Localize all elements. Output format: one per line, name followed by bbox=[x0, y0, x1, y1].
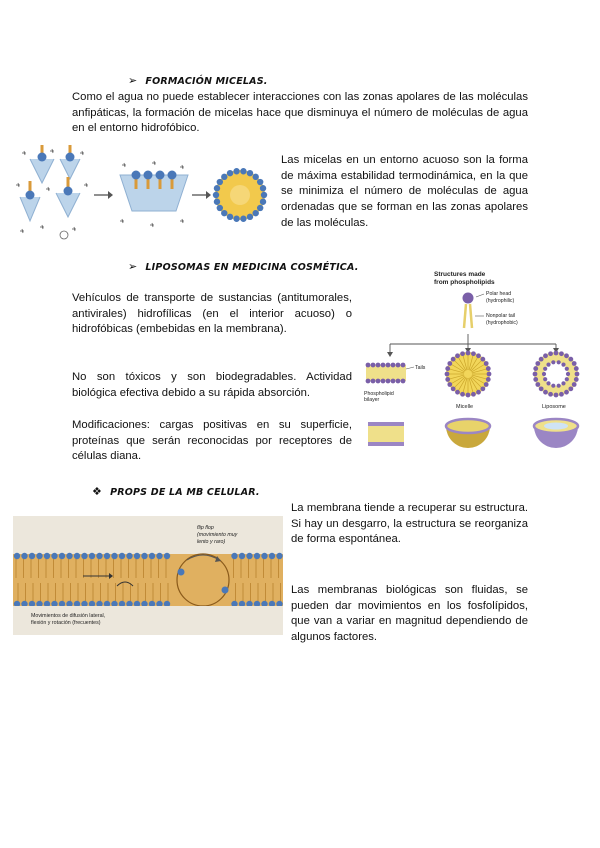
fig-title-line2: from phospholipids bbox=[434, 279, 495, 286]
micelle-cross-section-graphic bbox=[445, 351, 492, 398]
label-flip-flop-sub2: lento y raro) bbox=[197, 539, 226, 545]
heading-formacion-micelas: ➢ FORMACIÓN MICELAS. bbox=[128, 74, 268, 87]
arrow-bullet-icon: ➢ bbox=[128, 74, 138, 87]
label-bilayer: Phospholipid bbox=[364, 391, 394, 397]
liposome-cross-section-graphic bbox=[533, 351, 580, 398]
label-nonpolar-tail: Nonpolar tail bbox=[486, 313, 516, 319]
separate-molecules-graphic bbox=[16, 145, 88, 239]
label-tails: Tails bbox=[415, 365, 426, 371]
label-flip-flop: flip flop bbox=[197, 525, 214, 531]
paragraph-liposomas-modificaciones: Modificaciones: cargas positivas en su superficie, proteínas que serán reconocidas por receptores de células diana. bbox=[72, 419, 352, 463]
heading-liposomas: ➢ LIPOSOMAS EN MEDICINA COSMÉTICA. bbox=[128, 260, 359, 273]
liposome-3d-graphic bbox=[534, 419, 578, 448]
label-polar-head-sub: (hydrophilic) bbox=[486, 298, 515, 304]
paragraph-membrana-fluidez: Las membranas biológicas son fluidas, se pueden dar movimientos en los fosfolípidos, que van a variar en magnitud dependiendo de algunos factores. bbox=[291, 584, 528, 644]
label-flip-flop-sub1: (movimiento muy bbox=[197, 532, 238, 538]
label-micelle: Micelle bbox=[456, 404, 474, 410]
label-nonpolar-tail-sub: (hydrophobic) bbox=[486, 320, 518, 326]
paragraph-micelas-intro: Como el agua no puede establecer interacciones con las zonas apolares de las moléculas anfipáticas, la formación de micelas hace que disminuya el número de moléculas de agua en el entorno hidrofóbico. bbox=[72, 91, 528, 135]
label-bilayer-sub: bilayer bbox=[364, 397, 380, 403]
label-movements-sub: flexión y rotación (frecuentes) bbox=[31, 620, 101, 626]
paragraph-liposomas-toxicidad: No son tóxicos y son biodegradables. Actividad biológica efectiva debido a su rápida absorción. bbox=[72, 371, 352, 399]
figure-membrane-fluidity bbox=[13, 516, 283, 635]
label-movements: Movimientos de difusión lateral, bbox=[31, 613, 106, 619]
micelle-graphic bbox=[213, 168, 267, 222]
fig-title-line1: Structures made bbox=[434, 271, 486, 278]
diamond-bullet-icon: ❖ bbox=[92, 485, 103, 498]
label-polar-head: Polar head bbox=[486, 291, 512, 297]
phospholipid-molecule bbox=[463, 293, 474, 329]
paragraph-micelas-estabilidad: Las micelas en un entorno acuoso son la forma de máxima estabilidad termodinámica, en la que se minimiza el número de moléculas de agua ordenadas que se forman en las zonas apolares de las moléculas. bbox=[281, 154, 528, 229]
bilayer-3d-graphic bbox=[368, 422, 404, 446]
phospholipid-bilayer-graphic bbox=[366, 363, 406, 384]
label-liposome: Liposome bbox=[542, 404, 566, 410]
paragraph-liposomas-vehiculos: Vehículos de transporte de sustancias (antitumorales, antivirales) hidrofílicas (en el interior acuoso) o hidrofóbicas (embebidas en la membrana). bbox=[72, 292, 352, 336]
figure-micelle-formation bbox=[12, 145, 274, 245]
micelle-3d-graphic bbox=[446, 419, 490, 448]
paragraph-membrana-recuperacion: La membrana tiende a recuperar su estructura. Si hay un desgarro, la estructura se reorganiza de forma espontánea. bbox=[291, 502, 528, 546]
heading-props-mb-celular: ❖ PROPS DE LA MB CELULAR. bbox=[92, 485, 260, 498]
aggregate-molecules-graphic bbox=[120, 161, 188, 227]
arrow-bullet-icon: ➢ bbox=[128, 260, 138, 273]
figure-phospholipid-structures bbox=[360, 266, 592, 466]
